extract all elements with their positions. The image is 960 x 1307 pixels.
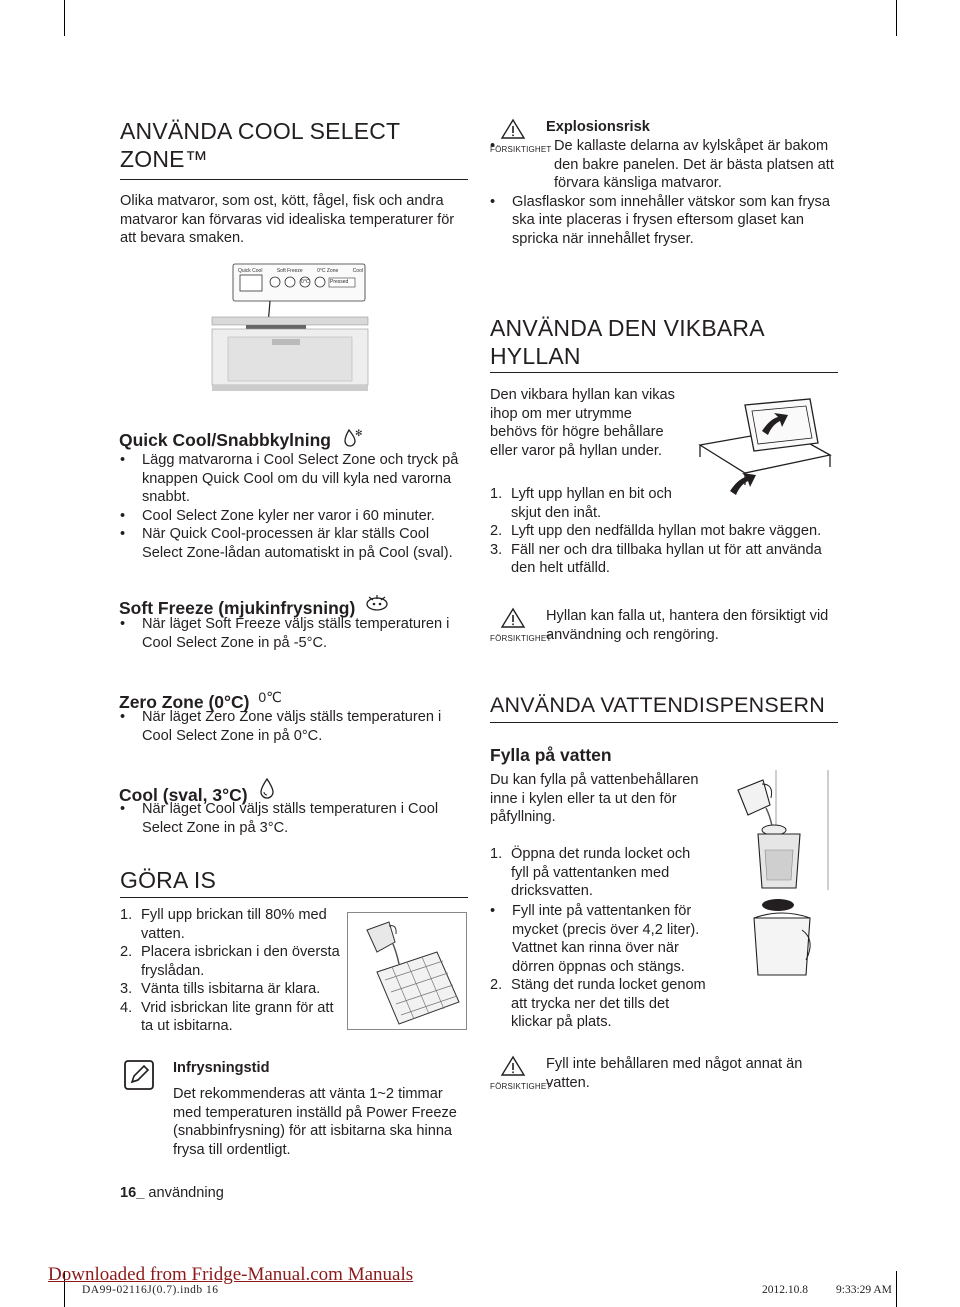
- crop-mark: [896, 0, 897, 36]
- download-link[interactable]: Downloaded from Fridge-Manual.com Manuals: [48, 1264, 414, 1285]
- shelf-steps: [490, 485, 840, 578]
- warning-icon: [490, 607, 552, 644]
- warning-label: FÖRSIKTIGHET: [490, 1082, 552, 1091]
- panel-label-row: [238, 267, 363, 275]
- list-item: 2. Stäng det runda locket genom att trycka ner det tills det klickar på plats.: [490, 977, 706, 1030]
- panel-label-soft-freeze: Soft Freeze: [276, 268, 303, 274]
- dispenser-title: ANVÄNDA VATTENDISPENSERN: [490, 693, 825, 717]
- list-item: 2. Placera isbrickan i den översta fryslådan.: [120, 944, 340, 979]
- note-title: Infrysningstid: [173, 1060, 270, 1076]
- title-rule: [490, 722, 838, 723]
- list-item: 4. Vrid isbrickan lite grann för att ta ut isbitarna.: [120, 999, 334, 1034]
- warning-icon: [490, 1055, 552, 1092]
- cool-select-illustration: [208, 259, 373, 391]
- dispenser-bullets: [490, 902, 712, 976]
- panel-label-quick-cool: Quick Cool: [238, 268, 263, 274]
- warning-label: FÖRSIKTIGHET: [490, 634, 552, 643]
- quick-cool-list: [120, 451, 470, 562]
- dispenser-steps: [490, 845, 712, 901]
- cool-select-title: ANVÄNDA COOL SELECT ZONE™: [120, 118, 401, 172]
- soft-freeze-list: [120, 615, 470, 652]
- list-item: • Glasflaskor som innehåller vätskor som kan frysa ska inte placeras i frysen eftersom glaset kan spricka när innehållet fryser.: [490, 193, 840, 249]
- list-item: • När läget Cool väljs ställs temperaturen i Cool Select Zone in på 3°C.: [120, 800, 470, 837]
- list-item: 2. Lyft upp den nedfällda hyllan mot bakre väggen.: [490, 523, 822, 539]
- print-time: 9:33:29 AM: [836, 1284, 892, 1296]
- print-date: 2012.10.8: [762, 1284, 808, 1296]
- ice-steps: [120, 906, 346, 1036]
- warning2-text: Hyllan kan falla ut, hantera den försiktigt vid användning och rengöring.: [546, 608, 829, 643]
- ice-tray-illustration: [347, 912, 467, 1030]
- zero-zone-list: [120, 708, 470, 745]
- page-number: 16_ användning: [120, 1185, 224, 1201]
- cool-select-intro: Olika matvaror, som ost, kött, fågel, fisk och andra matvaror kan förvaras vid idealiska temperaturer för att bevara smaken.: [120, 193, 455, 246]
- dispenser-intro: Du kan fylla på vattenbehållaren inne i kylen eller ta ut den för påfyllning.: [490, 772, 699, 825]
- zero-zone-icon: 0℃: [258, 689, 282, 705]
- list-item: 3. Fäll ner och dra tillbaka hyllan ut för att använda den helt utfälld.: [490, 541, 822, 576]
- note-icon: [124, 1060, 154, 1090]
- crop-mark: [896, 1271, 897, 1307]
- list-item: • När Quick Cool-processen är klar ställs Cool Select Zone-lådan automatiskt in på Cool (sval).: [120, 525, 470, 562]
- list-item: 1. Öppna det runda locket och fyll på vattentanken med dricksvatten.: [490, 846, 691, 899]
- list-item: 3. Vänta tills isbitarna är klara.: [120, 981, 321, 997]
- list-item: • Fyll inte på vattentanken för mycket (precis över 4,2 liter). Vattnet kan rinna över när dörren öppnas och stängs.: [490, 902, 712, 976]
- list-item: • Lägg matvarorna i Cool Select Zone och tryck på knappen Quick Cool om du vill kyla ned varorna snabbt.: [120, 451, 470, 507]
- list-item: • De kallaste delarna av kylskåpet är bakom den bakre panelen. Det är bästa platsen att förvara känsliga matvaror.: [490, 137, 840, 193]
- list-item: 1. Lyft upp hyllan en bit och skjut den inåt.: [490, 486, 672, 521]
- zero-zone-heading: Zero Zone (0°C) 0℃: [119, 686, 479, 713]
- dispenser-subtitle: Fylla på vatten: [490, 745, 612, 765]
- warning1-title: Explosionsrisk: [546, 119, 650, 135]
- list-item: 1. Fyll upp brickan till 80% med vatten.: [120, 907, 327, 942]
- file-name: DA99-02116J(0.7).indb 16: [82, 1284, 219, 1296]
- warning1-list: [490, 137, 840, 248]
- note-text: Det rekommenderas att vänta 1~2 timmar med temperaturen inställd på Power Freeze (snabbinfrysning) för att isbitarna ska hinna frysa till ordentligt.: [173, 1086, 457, 1158]
- quick-cool-icon: [342, 426, 364, 453]
- list-item: • Cool Select Zone kyler ner varor i 60 minuter.: [120, 507, 470, 526]
- title-rule: [490, 372, 838, 373]
- ice-title: GÖRA IS: [120, 867, 216, 893]
- svg-text:✻: ✻: [354, 429, 363, 439]
- panel-label-zero-zone: 0°C Zone: [317, 268, 339, 274]
- shelf-intro: Den vikbara hyllan kan vikas ihop om mer utrymme behövs för högre behållare eller varor på hyllan under.: [490, 387, 675, 459]
- dispenser-illustration: [718, 770, 833, 1000]
- warning3-text: Fyll inte behållaren med något annat än vatten.: [546, 1056, 803, 1091]
- title-rule: [120, 897, 468, 898]
- warning-label: FÖRSIKTIGHET: [490, 145, 552, 154]
- panel-zero-icon: 0℃: [301, 279, 310, 285]
- dispenser-steps-2: [490, 976, 712, 1032]
- soft-freeze-heading: Soft Freeze (mjukinfrysning): [119, 594, 479, 619]
- panel-label-cool: Cool: [352, 268, 363, 274]
- crop-mark: [64, 0, 65, 36]
- soft-freeze-icon: [364, 594, 390, 617]
- list-item: • När läget Soft Freeze väljs ställs temperaturen i Cool Select Zone in på -5°C.: [120, 615, 470, 652]
- cool-heading: Cool (sval, 3°C): [119, 777, 479, 806]
- cool-list: [120, 800, 470, 837]
- title-rule: [120, 179, 468, 180]
- list-item: • När läget Zero Zone väljs ställs temperaturen i Cool Select Zone in på 0°C.: [120, 708, 470, 745]
- shelf-title: ANVÄNDA DEN VIKBARA HYLLAN: [490, 315, 765, 369]
- quick-cool-heading: Quick Cool/Snabbkylning ✻: [119, 426, 479, 453]
- panel-pressed-label: Pressed: [330, 279, 349, 285]
